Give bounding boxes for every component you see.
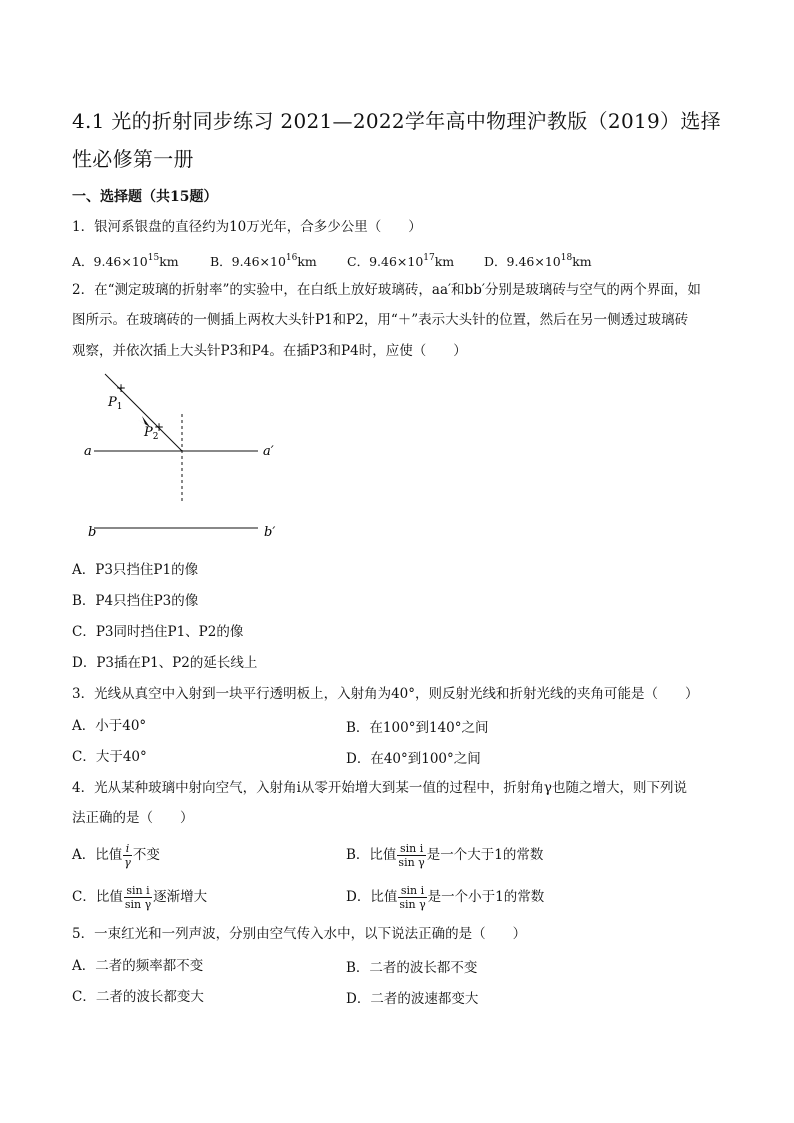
option-b-prefix: B．比值 bbox=[346, 847, 397, 863]
label-a-prime: a′ bbox=[263, 444, 274, 459]
option-d-prefix: D．比值 bbox=[346, 889, 398, 905]
q1-option-d[interactable]: D．$9.46\times 10^{18}km$ bbox=[484, 253, 592, 269]
option-c-prefix: C．比值 bbox=[72, 889, 123, 905]
q4-option-c[interactable] bbox=[72, 884, 207, 911]
q5-option-d[interactable]: D．二者的波速都变大 bbox=[346, 991, 479, 1007]
q1-option-b[interactable]: B．$9.46\times 10^{16}km$ bbox=[210, 253, 317, 269]
label-b: b bbox=[88, 525, 97, 540]
option-b-suffix: 是一个大于1的常数 bbox=[426, 847, 544, 863]
label-p1: $P_1$ bbox=[108, 395, 123, 412]
q2-option-a[interactable]: A．P3只挡住P1的像 bbox=[72, 562, 199, 578]
q2-stem-line2: 图所示。在玻璃砖的一侧插上两枚大头针P1和P2，用“＋”表示大头针的位置，然后在另一侧透过玻璃砖 bbox=[72, 312, 689, 328]
q2-refraction-figure bbox=[72, 370, 292, 550]
q4-option-b[interactable] bbox=[346, 842, 543, 869]
label-b-prime: b′ bbox=[264, 525, 276, 540]
sine-ratio-fraction: $\frac{\text{sin i}}{\text{sin γ}}$ bbox=[399, 884, 426, 911]
q1-option-c[interactable]: C．$9.46\times 10^{17}km$ bbox=[347, 253, 455, 269]
q4-option-d[interactable] bbox=[346, 884, 544, 911]
q2-option-b[interactable]: B．P4只挡住P3的像 bbox=[72, 593, 199, 609]
sine-ratio-fraction: $\frac{\text{sin i}}{\text{sin γ}}$ bbox=[398, 842, 425, 869]
q5-option-a[interactable]: A．二者的频率都不变 bbox=[72, 958, 204, 974]
q2-option-d[interactable]: D．P3插在P1、P2的延长线上 bbox=[72, 655, 258, 671]
q3-option-a[interactable]: A．小于40° bbox=[72, 718, 147, 734]
q4-stem-line2: 法正确的是（ ） bbox=[72, 810, 194, 826]
q3-option-b[interactable]: B．在100°到140°之间 bbox=[346, 720, 489, 736]
q5-option-c[interactable]: C．二者的波长都变大 bbox=[72, 989, 204, 1005]
q4-stem-line1: 4．光从某种玻璃中射向空气，入射角i从零开始增大到某一值的过程中，折射角γ也随之增大，则下列说 bbox=[72, 780, 687, 796]
q1-option-a[interactable]: A．$9.46\times 10^{15}km$ bbox=[72, 253, 179, 269]
option-c-suffix: 逐渐增大 bbox=[153, 889, 208, 905]
q3-option-d[interactable]: D．在40°到100°之间 bbox=[346, 751, 481, 767]
q1-stem: 1．银河系银盘的直径约为10万光年，合多少公里（ ） bbox=[72, 219, 422, 235]
plus-mark-p1: + bbox=[116, 381, 127, 395]
ratio-fraction: $\frac{i}{\gamma}$ bbox=[124, 842, 131, 869]
q4-option-a[interactable] bbox=[72, 842, 160, 869]
page-title: 4.1 光的折射同步练习 2021—2022学年高中物理沪教版（2019）选择性必修第一册 bbox=[72, 109, 721, 171]
label-p2: $P_2$ bbox=[144, 425, 159, 442]
sine-ratio-fraction: $\frac{\text{sin i}}{\text{sin γ}}$ bbox=[124, 884, 152, 911]
section-heading: 一、选择题（共15题） bbox=[72, 189, 218, 205]
label-a: a bbox=[84, 444, 92, 459]
plus-mark-p2: + bbox=[154, 420, 165, 434]
q5-stem: 5．一束红光和一列声波，分别由空气传入水中，以下说法正确的是（ ） bbox=[72, 926, 527, 942]
q3-option-c[interactable]: C．大于40° bbox=[72, 749, 147, 765]
q2-stem-line3: 观察，并依次插上大头针P3和P4。在插P3和P4时，应使（ ） bbox=[72, 343, 467, 359]
option-d-suffix: 是一个小于1的常数 bbox=[427, 889, 545, 905]
q2-stem-line1: 2．在“测定玻璃的折射率”的实验中，在白纸上放好玻璃砖，aa′和bb′分别是玻璃砖与空气的两个界面，如 bbox=[72, 282, 701, 298]
q2-option-c[interactable]: C．P3同时挡住P1、P2的像 bbox=[72, 624, 244, 640]
option-a-suffix: 不变 bbox=[132, 847, 160, 863]
option-a-prefix: A．比值 bbox=[72, 847, 123, 863]
q3-stem: 3．光线从真空中入射到一块平行透明板上，入射角为40°，则反射光线和折射光线的夹角可能是（ ） bbox=[72, 686, 699, 702]
q5-option-b[interactable]: B．二者的波长都不变 bbox=[346, 960, 478, 976]
